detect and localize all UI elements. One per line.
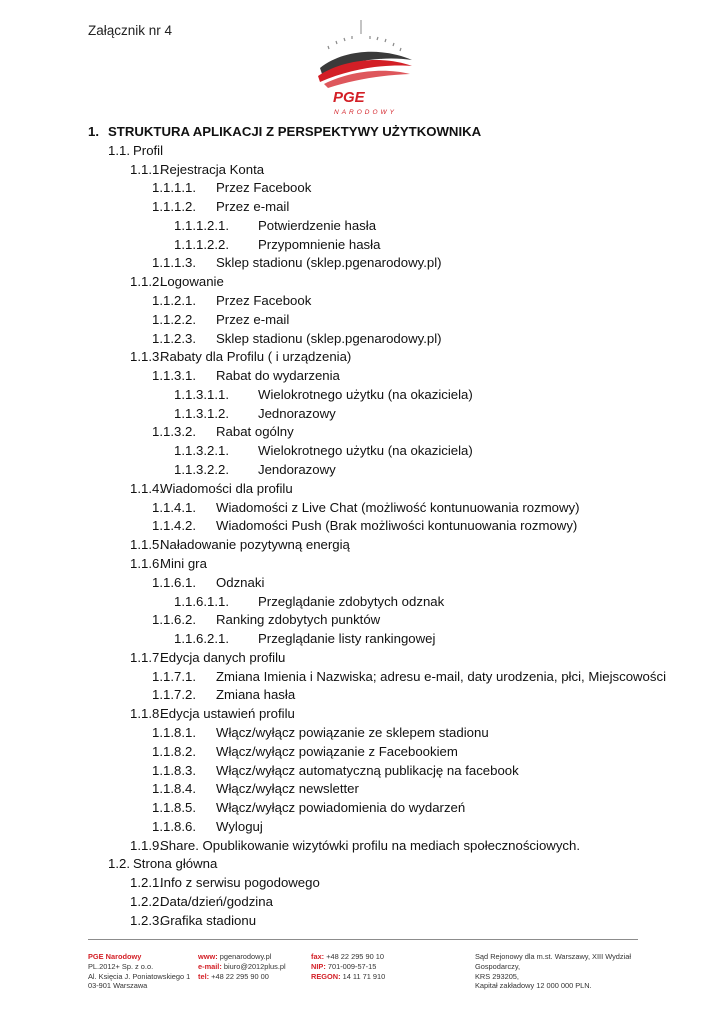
- outline-item-number: 1.1.3.2.2.: [174, 462, 229, 478]
- regon-value: 14 11 71 910: [342, 971, 386, 981]
- outline-item-number: 1.1.3.1.: [152, 368, 196, 384]
- attachment-label: Załącznik nr 4: [88, 23, 173, 38]
- outline-item-text: Grafika stadionu: [160, 912, 257, 928]
- outline-item-text: Share. Opublikowanie wizytówki profilu na mediach społecznościowych.: [160, 837, 581, 853]
- outline-item-text: Włącz/wyłącz automatyczną publikację na facebook: [216, 762, 519, 778]
- outline-item-text: Włącz/wyłącz powiązanie ze sklepem stadionu: [216, 724, 489, 740]
- outline-item-number: 1.1.2.3.: [152, 330, 196, 346]
- outline-item-number: 1.1.2.2.: [152, 311, 196, 327]
- outline-item-number: 1.1.3.2.: [152, 424, 196, 440]
- outline-item-text: Rejestracja Konta: [160, 161, 265, 177]
- nip-value: 701-009-57-15: [327, 961, 377, 971]
- outline-item-number: 1.1.3.1.2.: [174, 405, 229, 421]
- outline-item-text: Wielokrotnego użytku (na okaziciela): [258, 386, 473, 402]
- outline-item-text: Rabat ogólny: [216, 424, 294, 440]
- outline-item-number: 1.1.1.3.: [152, 255, 196, 271]
- outline-item-number: 1.1.6.1.: [152, 574, 196, 590]
- outline-item-text: Rabaty dla Profilu ( i urządzenia): [160, 349, 352, 365]
- outline-item-text: Naładowanie pozytywną energią: [160, 537, 350, 553]
- outline-item-text: Wyloguj: [216, 818, 263, 834]
- footer-divider: [88, 939, 638, 940]
- outline-item-text: Edycja danych profilu: [160, 649, 286, 665]
- footer-ids: [311, 952, 385, 981]
- outline-item-text: Jednorazowy: [258, 405, 336, 421]
- outline-item-text: Przez Facebook: [216, 293, 312, 309]
- footer-company-line1: PL.2012+ Sp. z o.o.: [88, 961, 154, 971]
- outline-item-number: 1.2.: [108, 856, 130, 872]
- outline-item-text: Wiadomości Push (Brak możliwości kontunuowania rozmowy): [216, 518, 578, 534]
- outline-item-text: Mini gra: [160, 555, 207, 571]
- outline-item-number: 1.1.8.1.: [152, 724, 196, 740]
- outline-item-number: 1.1.8.2.: [152, 743, 196, 759]
- outline-item-text: Przypomnienie hasła: [258, 236, 381, 252]
- nip-label: NIP:: [311, 961, 326, 971]
- registry-line1: Sąd Rejonowy dla m.st. Warszawy, XIII Wydział Gospodarczy,: [475, 952, 632, 971]
- outline-item-number: 1.1.1.2.2.: [174, 236, 229, 252]
- outline-item-text: Zmiana hasła: [216, 687, 296, 703]
- logo-sub-text: NARODOWY: [334, 109, 397, 116]
- outline-item-text: Włącz/wyłącz powiązanie z Facebookiem: [216, 743, 458, 759]
- outline-item-number: 1.1.6.1.1.: [174, 593, 229, 609]
- outline-item-text: Przez e-mail: [216, 311, 290, 327]
- outline-item-number: 1.1.1.: [130, 161, 163, 177]
- pge-narodowy-logo: [300, 18, 420, 118]
- outline-item-number: 1.: [88, 124, 99, 139]
- outline-item-text: Wiadomości z Live Chat (możliwość kontunuowania rozmowy): [216, 499, 580, 515]
- outline-item-text: Przeglądanie listy rankingowej: [258, 631, 436, 647]
- outline-item-text: Przeglądanie zdobytych odznak: [258, 593, 445, 609]
- outline-item-number: 1.1.3.2.1.: [174, 443, 229, 459]
- outline-item-text: Sklep stadionu (sklep.pgenarodowy.pl): [216, 255, 442, 271]
- outline-item-number: 1.1.6.2.1.: [174, 631, 229, 647]
- outline-item-number: 1.2.2.: [130, 893, 163, 909]
- outline-item-number: 1.1.1.2.1.: [174, 217, 229, 233]
- outline-item-text: Data/dzień/godzina: [160, 893, 273, 909]
- outline-item-number: 1.1.6.2.: [152, 612, 196, 628]
- footer-web: [198, 952, 286, 981]
- registry-line3: Kapitał zakładowy 12 000 000 PLN.: [475, 981, 592, 991]
- www-value[interactable]: pgenarodowy.pl: [219, 952, 272, 961]
- fax-value: +48 22 295 90 10: [326, 952, 384, 961]
- email-value[interactable]: biuro@2012plus.pl: [223, 961, 286, 971]
- fax-label: fax:: [311, 952, 325, 961]
- outline-item-text: Potwierdzenie hasła: [258, 217, 377, 233]
- footer-company-name: PGE Narodowy: [88, 952, 142, 961]
- outline-item-text: Włącz/wyłącz powiadomienia do wydarzeń: [216, 800, 466, 816]
- outline-item-number: 1.1.6.: [130, 555, 163, 571]
- footer-registry: [475, 952, 675, 991]
- outline-item-number: 1.1.8.6.: [152, 818, 196, 834]
- outline-item-number: 1.1.2.: [130, 274, 163, 290]
- outline-item-number: 1.1.: [108, 142, 130, 158]
- logo-brand-text: PGE: [333, 89, 365, 106]
- registry-line2: KRS 293205,: [475, 971, 519, 981]
- outline-item-number: 1.1.8.4.: [152, 781, 196, 797]
- outline-item-text: Jendorazowy: [258, 462, 336, 478]
- outline-item-text: Wiadomości dla profilu: [160, 480, 293, 496]
- outline-item-number: 1.1.8.3.: [152, 762, 196, 778]
- outline-item-text: Edycja ustawień profilu: [160, 706, 295, 722]
- outline-item-number: 1.1.8.: [130, 706, 163, 722]
- outline-item-number: 1.1.7.1.: [152, 668, 196, 684]
- outline-item-number: 1.1.4.: [130, 480, 163, 496]
- outline-item-number: 1.1.9.: [130, 837, 163, 853]
- outline-item-text: STRUKTURA APLIKACJI Z PERSPEKTYWY UŻYTKOWNIKA: [108, 124, 482, 139]
- outline-item-text: Sklep stadionu (sklep.pgenarodowy.pl): [216, 330, 442, 346]
- footer-company-line2: Al. Księcia J. Poniatowskiego 1: [88, 971, 191, 981]
- outline-item-text: Przez Facebook: [216, 180, 312, 196]
- footer-company-line3: 03-901 Warszawa: [88, 981, 148, 991]
- outline-item-number: 1.1.1.1.: [152, 180, 196, 196]
- email-label: e-mail:: [198, 961, 222, 971]
- footer-company: [88, 952, 190, 991]
- outline-item-text: Zmiana Imienia i Nazwiska; adresu e-mail, daty urodzenia, płci, Miejscowości: [216, 668, 667, 684]
- outline-item-number: 1.1.3.: [130, 349, 163, 365]
- outline-item-text: Strona główna: [133, 856, 218, 872]
- outline-item-number: 1.1.7.2.: [152, 687, 196, 703]
- tel-label: tel:: [198, 971, 210, 981]
- outline-item-number: 1.1.2.1.: [152, 293, 196, 309]
- outline-item-number: 1.1.3.1.1.: [174, 386, 229, 402]
- outline-item-text: Profil: [133, 142, 164, 158]
- outline-item-number: 1.1.5.: [130, 537, 163, 553]
- outline-item-number: 1.1.4.2.: [152, 518, 196, 534]
- outline-item-text: Logowanie: [160, 274, 224, 290]
- outline-item-number: 1.1.7.: [130, 649, 163, 665]
- outline-item-text: Włącz/wyłącz newsletter: [216, 781, 359, 797]
- outline-item-text: Info z serwisu pogodowego: [160, 875, 320, 891]
- regon-label: REGON:: [311, 971, 341, 981]
- outline-item-text: Ranking zdobytych punktów: [216, 612, 381, 628]
- outline-item-number: 1.2.1.: [130, 875, 163, 891]
- outline-item-text: Przez e-mail: [216, 199, 290, 215]
- outline-item-text: Odznaki: [216, 574, 265, 590]
- outline-item-number: 1.1.8.5.: [152, 800, 196, 816]
- outline-item-text: Rabat do wydarzenia: [216, 368, 340, 384]
- www-label: www:: [198, 952, 218, 961]
- outline-item-number: 1.2.3.: [130, 912, 163, 928]
- outline-item-text: Wielokrotnego użytku (na okaziciela): [258, 443, 473, 459]
- outline-item-number: 1.1.1.2.: [152, 199, 196, 215]
- tel-value: +48 22 295 90 00: [211, 971, 269, 981]
- outline-item-number: 1.1.4.1.: [152, 499, 196, 515]
